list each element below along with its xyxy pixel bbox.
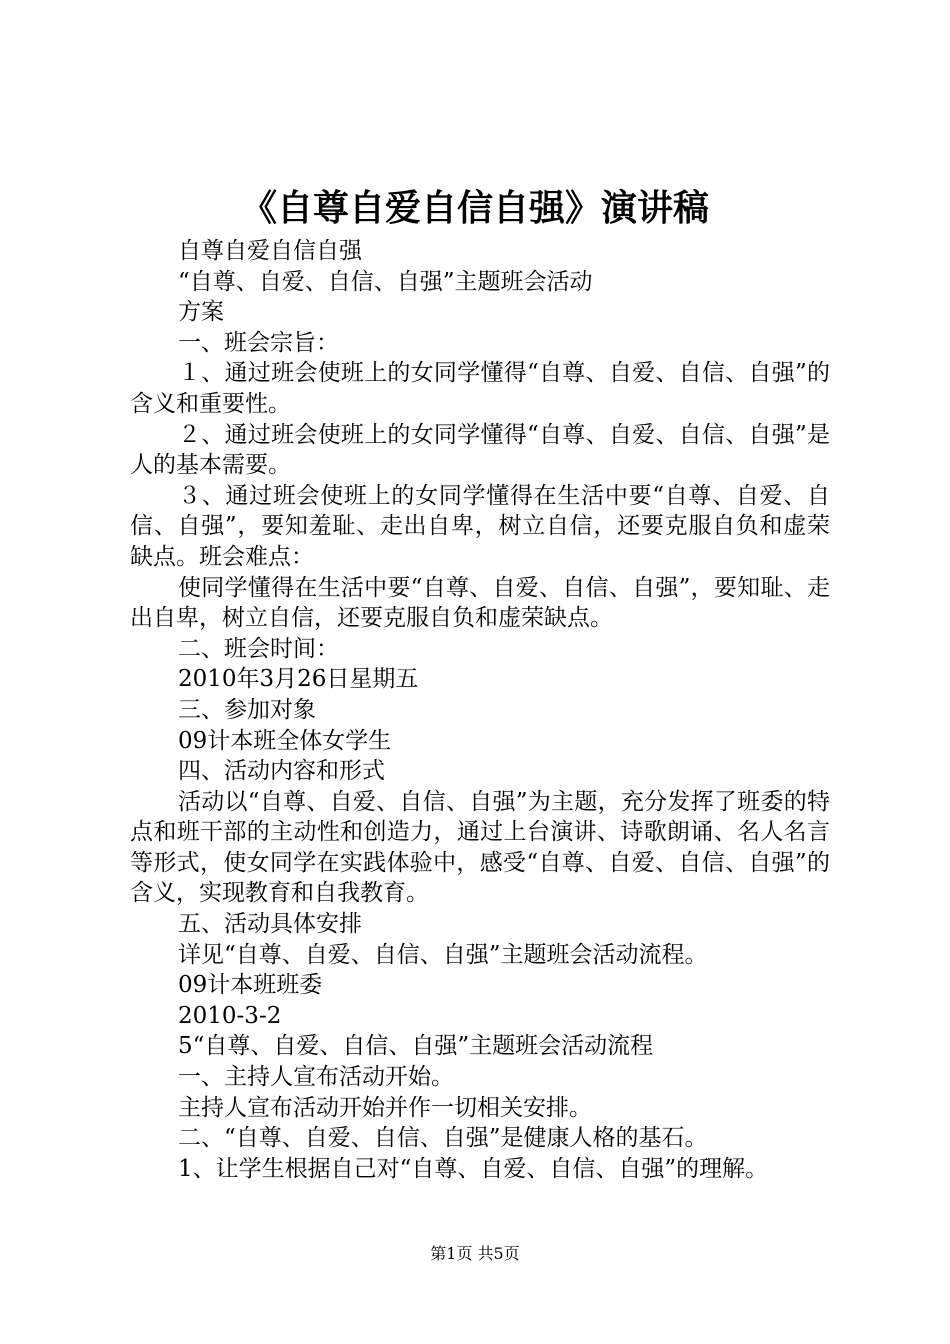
section-heading: 二、“自尊、自爱、自信、自强”是健康人格的基石。 (178, 1125, 708, 1152)
paragraph: ３、通过班会使班上的女同学懂得在生活中要“自尊、自爱、自信、自强”，要知羞耻、走出自卑，树立自信，还要克服自负和虚荣缺点。班会难点： (130, 482, 830, 570)
page-number-footer: 第1页 共5页 (430, 1244, 520, 1263)
section-heading: 四、活动内容和形式 (178, 758, 385, 785)
document-body (130, 236, 830, 1184)
paragraph: 1、让学生根据自己对“自尊、自爱、自信、自强”的理解。 (178, 1155, 769, 1182)
document-title: 《自尊自爱自信自强》演讲稿 (240, 187, 709, 229)
section-heading: 一、班会宗旨： (178, 329, 339, 356)
paragraph: “自尊、自爱、自信、自强”主题班会活动 (178, 268, 593, 295)
paragraph: 详见“自尊、自爱、自信、自强”主题班会活动流程。 (178, 941, 708, 968)
section-heading: 二、班会时间： (178, 635, 339, 662)
paragraph: 2010年3月26日星期五 (178, 666, 419, 693)
paragraph: 2010-3-2 (178, 1002, 282, 1029)
section-heading: 五、活动具体安排 (178, 911, 362, 938)
paragraph: 方案 (178, 299, 224, 326)
paragraph: 09计本班全体女学生 (178, 727, 392, 754)
paragraph: １、通过班会使班上的女同学懂得“自尊、自爱、自信、自强”的含义和重要性。 (130, 360, 830, 417)
paragraph: ２、通过班会使班上的女同学懂得“自尊、自爱、自信、自强”是人的基本需要。 (130, 421, 830, 479)
paragraph: 5“自尊、自爱、自信、自强”主题班会活动流程 (178, 1033, 654, 1060)
paragraph: 使同学懂得在生活中要“自尊、自爱、自信、自强”，要知耻、走出自卑，树立自信，还要克服自负和虚荣缺点。 (130, 574, 830, 632)
paragraph: 自尊自爱自信自强 (178, 238, 362, 264)
section-heading: 三、参加对象 (178, 696, 316, 723)
paragraph: 主持人宣布活动开始并作一切相关安排。 (178, 1094, 592, 1121)
paragraph: 09计本班班委 (178, 972, 323, 999)
paragraph: 活动以“自尊、自爱、自信、自强”为主题，充分发挥了班委的特点和班干部的主动性和创造力，通过上台演讲、诗歌朗诵、名人名言等形式，使女同学在实践体验中，感受“自尊、自爱、自信、自强”的含义，实现教育和自我教育。 (130, 788, 830, 907)
section-heading: 一、主持人宣布活动开始。 (178, 1064, 454, 1091)
